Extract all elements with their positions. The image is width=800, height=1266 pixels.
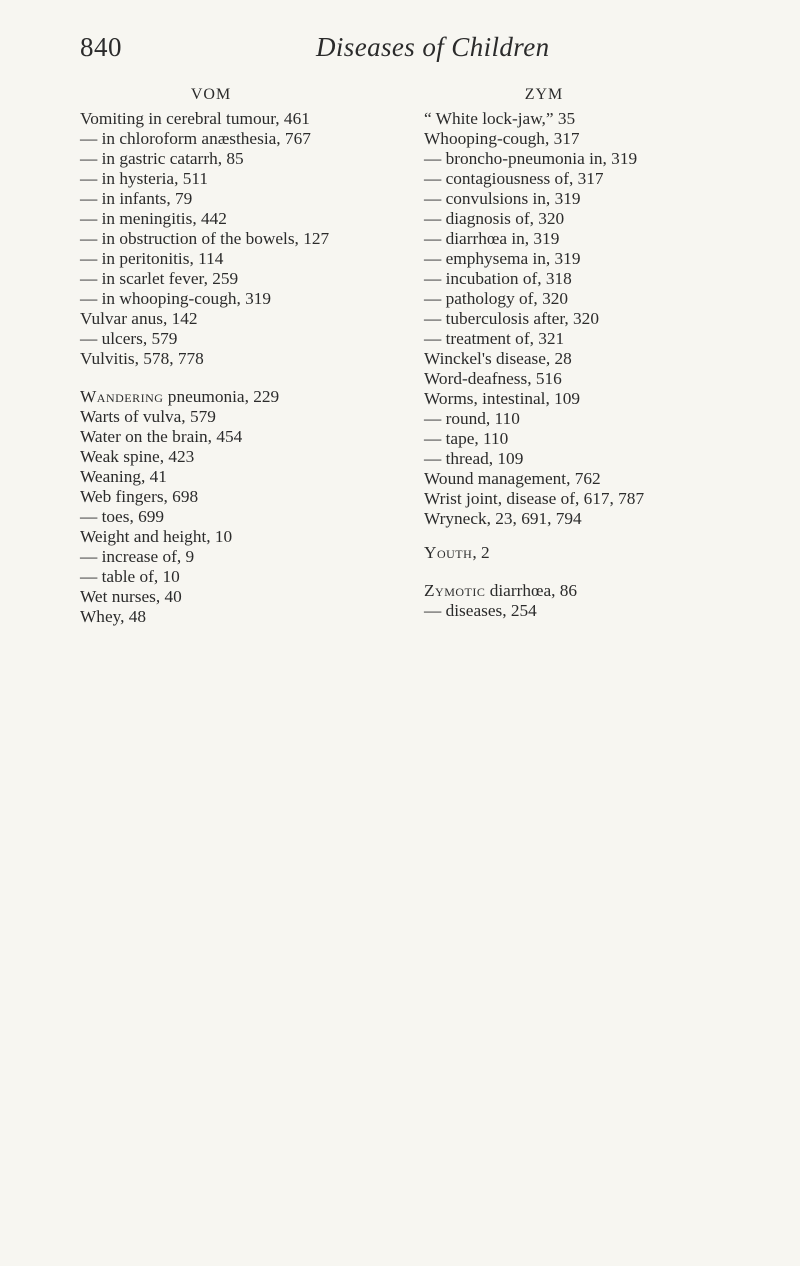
- index-entry: — in gastric catarrh, 85: [80, 149, 244, 168]
- section-lead-word: Wandering: [80, 387, 164, 406]
- index-column-left: [80, 86, 420, 627]
- index-group-vom: [80, 109, 420, 369]
- index-entry: Wrist joint, disease of, 617, 787: [424, 489, 645, 508]
- section-lead-entry: [80, 387, 420, 407]
- index-entry: — diarrhœa in, 319: [424, 229, 560, 248]
- index-entry: — in peritonitis, 114: [80, 249, 224, 268]
- index-entry: — thread, 109: [424, 449, 524, 468]
- index-entry: Web fingers, 698: [80, 487, 199, 506]
- index-entry: “ White lock-jaw,” 35: [424, 109, 576, 128]
- index-entry: — emphysema in, 319: [424, 249, 581, 268]
- section-gap: [424, 529, 764, 543]
- index-entry: — round, 110: [424, 409, 520, 428]
- index-entry: — tuberculosis after, 320: [424, 309, 599, 328]
- index-column-right: [424, 86, 764, 621]
- index-entry: — diagnosis of, 320: [424, 209, 565, 228]
- index-entry: — pathology of, 320: [424, 289, 568, 308]
- index-section-w: [80, 387, 420, 627]
- index-entry: — ulcers, 579: [80, 329, 178, 348]
- index-entry: Worms, intestinal, 109: [424, 389, 581, 408]
- index-entry: Vulvar anus, 142: [80, 309, 198, 328]
- section-gap: [80, 369, 420, 387]
- section-lead-rest: diarrhœa, 86: [485, 581, 578, 600]
- index-entry: Winckel's disease, 28: [424, 349, 572, 368]
- guide-word-right: ZYM: [524, 86, 564, 103]
- index-entry: — contagiousness of, 317: [424, 169, 604, 188]
- index-section-y: [424, 543, 764, 563]
- index-entry: — broncho-pneumonia in, 319: [424, 149, 638, 168]
- index-entry: — in scarlet fever, 259: [80, 269, 239, 288]
- page-number: 840: [80, 32, 122, 62]
- section-lead-rest: pneumonia, 229: [163, 387, 280, 406]
- index-entry: Vulvitis, 578, 778: [80, 349, 204, 368]
- index-entry: — in chloroform anæsthesia, 767: [80, 129, 311, 148]
- section-lead-rest: , 2: [472, 543, 490, 562]
- index-entry: — in infants, 79: [80, 189, 193, 208]
- index-entry: Water on the brain, 454: [80, 427, 243, 446]
- index-entry: Warts of vulva, 579: [80, 407, 216, 426]
- section-lead-entry: [424, 543, 764, 563]
- section-gap: [424, 563, 764, 581]
- index-group-w-continued: [424, 109, 764, 529]
- index-entry: Vomiting in cerebral tumour, 461: [80, 109, 310, 128]
- index-entry: Weight and height, 10: [80, 527, 233, 546]
- index-entry: Wet nurses, 40: [80, 587, 182, 606]
- index-entry: — in hysteria, 511: [80, 169, 208, 188]
- guide-word-left: VOM: [190, 86, 232, 103]
- index-entry: — incubation of, 318: [424, 269, 572, 288]
- section-lead-entry: [424, 581, 764, 601]
- index-entry: — toes, 699: [80, 507, 165, 526]
- index-entry: — treatment of, 321: [424, 329, 565, 348]
- index-entry: Whooping-cough, 317: [424, 129, 580, 148]
- section-lead-word: Zymotic: [424, 581, 486, 600]
- index-entry: Weaning, 41: [80, 467, 167, 486]
- index-entry: — table of, 10: [80, 567, 180, 586]
- index-entry: Whey, 48: [80, 607, 147, 626]
- index-entry: Weak spine, 423: [80, 447, 195, 466]
- index-entry: — tape, 110: [424, 429, 509, 448]
- index-entry: — diseases, 254: [424, 601, 537, 620]
- index-entry: Wryneck, 23, 691, 794: [424, 509, 582, 528]
- index-entry: — in obstruction of the bowels, 127: [80, 229, 330, 248]
- index-entry: Word-deafness, 516: [424, 369, 562, 388]
- index-entry: Wound management, 762: [424, 469, 601, 488]
- index-entry: — in whooping-cough, 319: [80, 289, 272, 308]
- index-entry: — convulsions in, 319: [424, 189, 581, 208]
- index-section-z: [424, 581, 764, 621]
- running-title: Diseases of Children: [316, 32, 550, 62]
- section-lead-word: Youth: [424, 543, 473, 562]
- index-entry: — increase of, 9: [80, 547, 195, 566]
- index-entry: — in meningitis, 442: [80, 209, 227, 228]
